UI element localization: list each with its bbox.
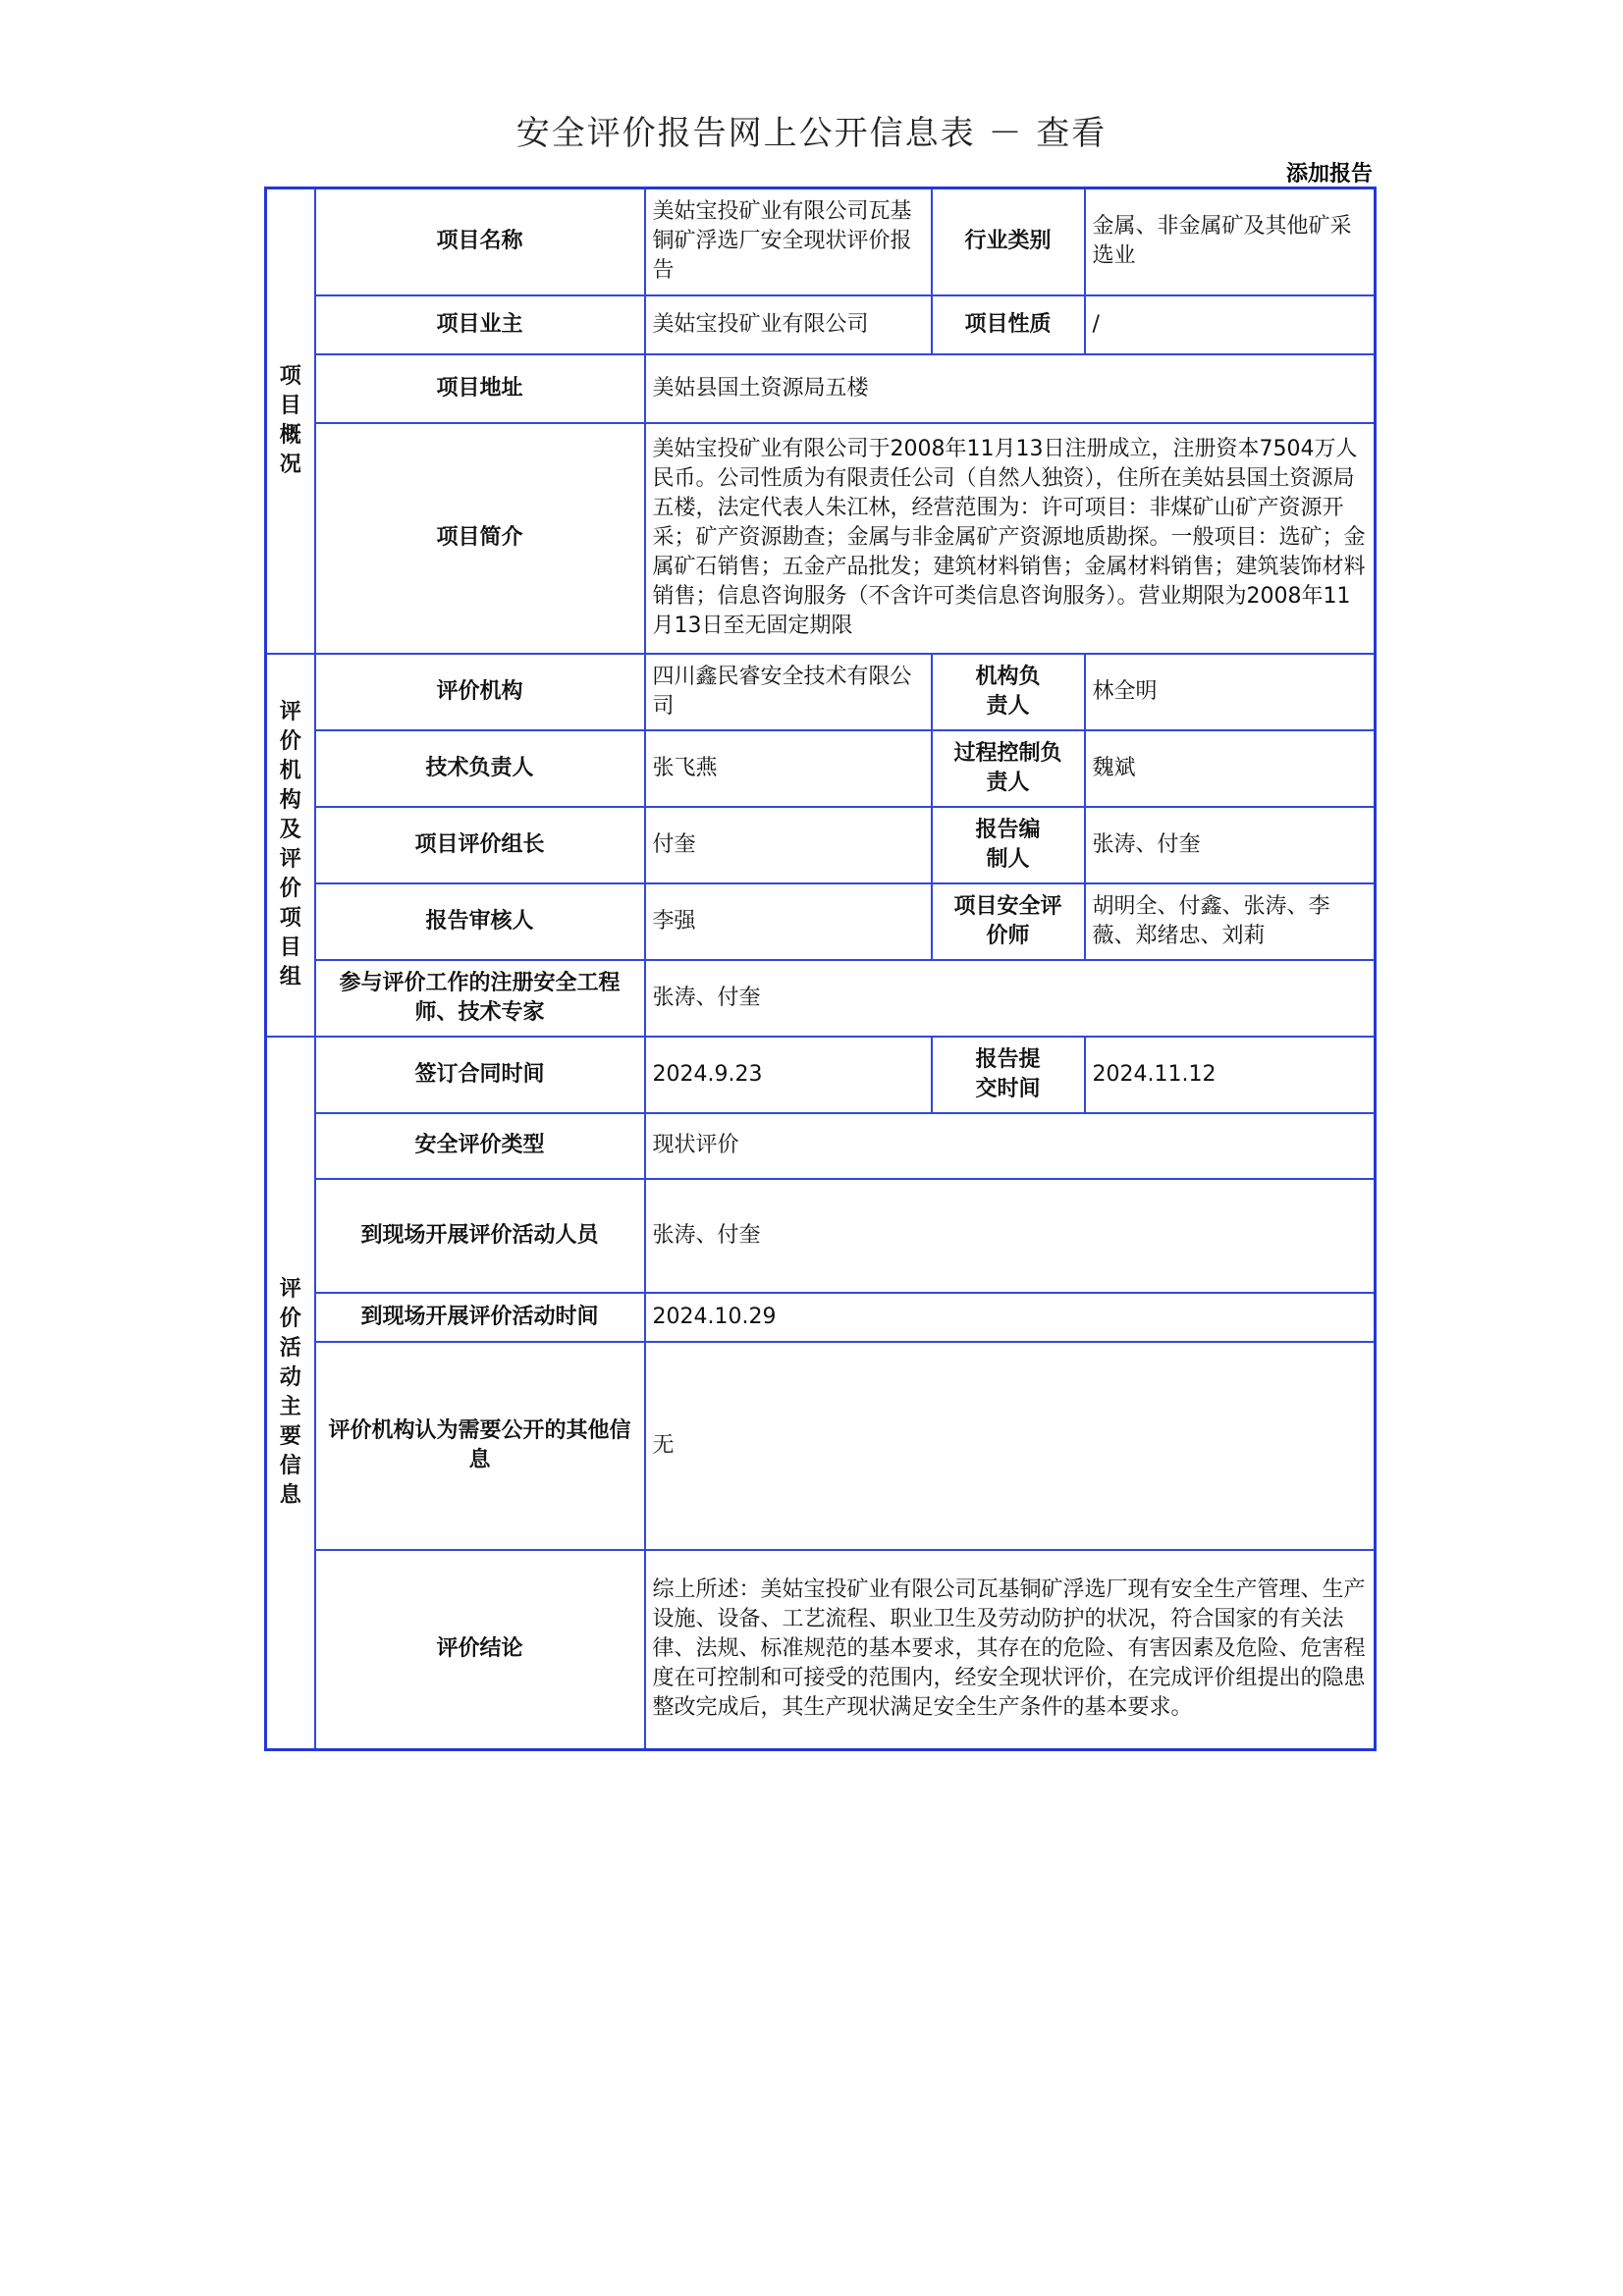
site-time-value: 2024.10.29 (645, 1293, 1376, 1342)
experts-label: 参与评价工作的注册安全工程师、技术专家 (315, 960, 645, 1037)
team-lead-label: 项目评价组长 (315, 807, 645, 883)
other-info-label: 评价机构认为需要公开的其他信息 (315, 1342, 645, 1550)
process-lead-label: 过程控制负责人 (932, 730, 1085, 807)
table-row (266, 1113, 1376, 1179)
table-row (266, 1293, 1376, 1342)
owner-value: 美姑宝投矿业有限公司 (645, 295, 932, 354)
project-name-value: 美姑宝投矿业有限公司瓦基铜矿浮选厂安全现状评价报告 (645, 188, 932, 295)
table-row (266, 960, 1376, 1037)
assessors-value: 胡明全、付鑫、张涛、李薇、郑绪忠、刘莉 (1085, 883, 1376, 960)
compiler-value: 张涛、付奎 (1085, 807, 1376, 883)
section-org-label: 评价机构及评价项目组 (266, 654, 315, 1037)
submit-date-label: 报告提交时间 (932, 1037, 1085, 1113)
info-table (264, 187, 1377, 1751)
project-name-label: 项目名称 (315, 188, 645, 295)
table-row (266, 1037, 1376, 1113)
process-lead-value: 魏斌 (1085, 730, 1376, 807)
industry-value: 金属、非金属矿及其他矿采选业 (1085, 188, 1376, 295)
table-row (266, 188, 1376, 295)
tech-lead-label: 技术负责人 (315, 730, 645, 807)
address-label: 项目地址 (315, 354, 645, 423)
table-row (266, 295, 1376, 354)
section-overview-label: 项目概况 (266, 188, 315, 654)
site-staff-value: 张涛、付奎 (645, 1179, 1376, 1293)
address-value: 美姑县国土资源局五楼 (645, 354, 1376, 423)
other-info-value: 无 (645, 1342, 1376, 1550)
table-row (266, 730, 1376, 807)
reviewer-label: 报告审核人 (315, 883, 645, 960)
intro-value: 美姑宝投矿业有限公司于2008年11月13日注册成立，注册资本7504万人民币。公司性质为有限责任公司（自然人独资），住所在美姑县国土资源局五楼，法定代表人朱江林，经营范围为：许可项目：非煤矿山矿产资源开采；矿产资源勘查；金属与非金属矿产资源地质勘探。一般项目：选矿；金属矿石销售；五金产品批发；建筑材料销售；金属材料销售；建筑装饰材料销售；信息咨询服务（不含许可类信息咨询服务）。营业期限为2008年11月13日至无固定期限 (645, 423, 1376, 654)
experts-value: 张涛、付奎 (645, 960, 1376, 1037)
contract-date-label: 签订合同时间 (315, 1037, 645, 1113)
agency-head-label: 机构负责人 (932, 654, 1085, 730)
table-row (266, 423, 1376, 654)
agency-value: 四川鑫民睿安全技术有限公司 (645, 654, 932, 730)
compiler-label: 报告编制人 (932, 807, 1085, 883)
tech-lead-value: 张飞燕 (645, 730, 932, 807)
eval-type-value: 现状评价 (645, 1113, 1376, 1179)
reviewer-value: 李强 (645, 883, 932, 960)
site-staff-label: 到现场开展评价活动人员 (315, 1179, 645, 1293)
conclusion-label: 评价结论 (315, 1550, 645, 1750)
agency-head-value: 林全明 (1085, 654, 1376, 730)
assessors-label: 项目安全评价师 (932, 883, 1085, 960)
conclusion-value: 综上所述：美姑宝投矿业有限公司瓦基铜矿浮选厂现有安全生产管理、生产设施、设备、工艺流程、职业卫生及劳动防护的状况，符合国家的有关法律、法规、标准规范的基本要求，其存在的危险、有害因素及危险、危害程度在可控制和可接受的范围内，经安全现状评价，在完成评价组提出的隐患整改完成后，其生产现状满足安全生产条件的基本要求。 (645, 1550, 1376, 1750)
table-row (266, 883, 1376, 960)
agency-label: 评价机构 (315, 654, 645, 730)
table-row (266, 654, 1376, 730)
team-lead-value: 付奎 (645, 807, 932, 883)
section-activity-label: 评价活动主要信息 (266, 1037, 315, 1750)
table-row (266, 1342, 1376, 1550)
table-row (266, 354, 1376, 423)
intro-label: 项目简介 (315, 423, 645, 654)
submit-date-value: 2024.11.12 (1085, 1037, 1376, 1113)
site-time-label: 到现场开展评价活动时间 (315, 1293, 645, 1342)
table-row (266, 1179, 1376, 1293)
eval-type-label: 安全评价类型 (315, 1113, 645, 1179)
nature-label: 项目性质 (932, 295, 1085, 354)
page-title: 安全评价报告网上公开信息表 － 查看 (515, 114, 1108, 153)
add-report-link[interactable]: 添加报告 (1285, 162, 1373, 187)
nature-value: / (1085, 295, 1376, 354)
table-row (266, 1550, 1376, 1750)
table-row (266, 807, 1376, 883)
contract-date-value: 2024.9.23 (645, 1037, 932, 1113)
owner-label: 项目业主 (315, 295, 645, 354)
industry-label: 行业类别 (932, 188, 1085, 295)
